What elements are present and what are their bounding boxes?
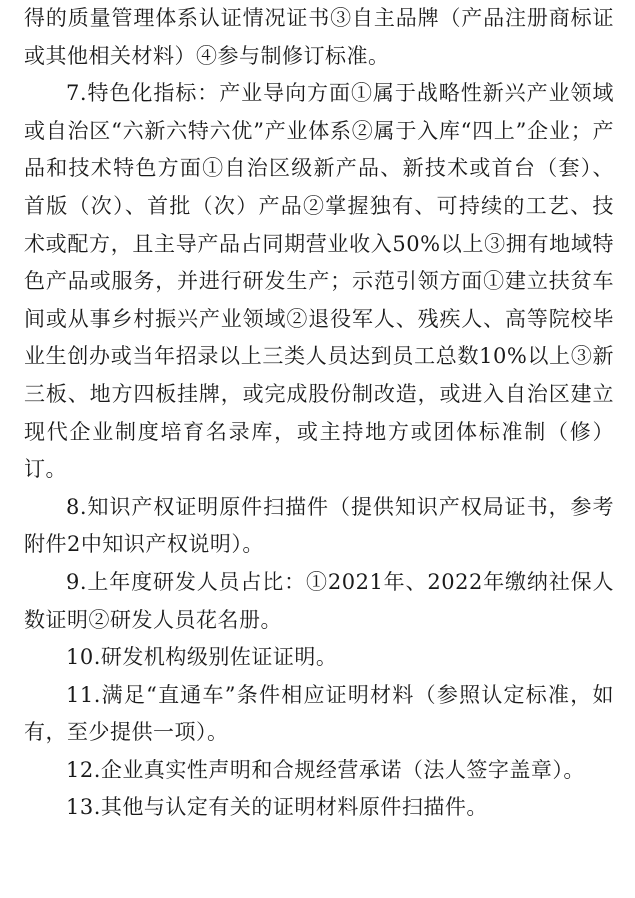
paragraph-item-12: 12.企业真实性声明和合规经营承诺（法人签字盖章）。 [66, 757, 585, 782]
paragraph-item-11: 11.满足“直通车”条件相应证明材料（参照认定标准，如有，至少提供一项）。 [24, 682, 614, 745]
paragraph-item-7: 7.特色化指标：产业导向方面①属于战略性新兴产业领域或自治区“六新六特六优”产业体系②属于入库“四上”企业；产品和技术特色方面①自治区级新产品、新技术或首台（套）、首版（次）、首批（次）产品②掌握独有、可持续的工艺、技术或配方，且主导产品占同期营业收入50%以上③拥有地域特色产品或服务，并进行研发生产；示范引领方面①建立扶贫车间或从事乡村振兴产业领域②退役军人、残疾人、高等院校毕业生创办或当年招录以上三类人员达到员工总数10%以上③新三板、地方四板挂牌，或完成股份制改造，或进入自治区建立现代企业制度培育名录库，或主持地方或团体标准制（修）订。 [24, 81, 614, 482]
paragraph-continuation: 得的质量管理体系认证情况证书③自主品牌（产品注册商标证或其他相关材料）④参与制修订标准。 [24, 6, 614, 68]
paragraph-item-9: 9.上年度研发人员占比：①2021年、2022年缴纳社保人数证明②研发人员花名册。 [24, 569, 614, 632]
paragraph-item-10: 10.研发机构级别佐证证明。 [66, 645, 338, 670]
paragraph-item-8: 8.知识产权证明原件扫描件（提供知识产权局证书，参考附件2中知识产权说明）。 [24, 494, 614, 557]
document-body [24, 0, 614, 827]
paragraph-item-13: 13.其他与认定有关的证明材料原件扫描件。 [66, 795, 488, 820]
